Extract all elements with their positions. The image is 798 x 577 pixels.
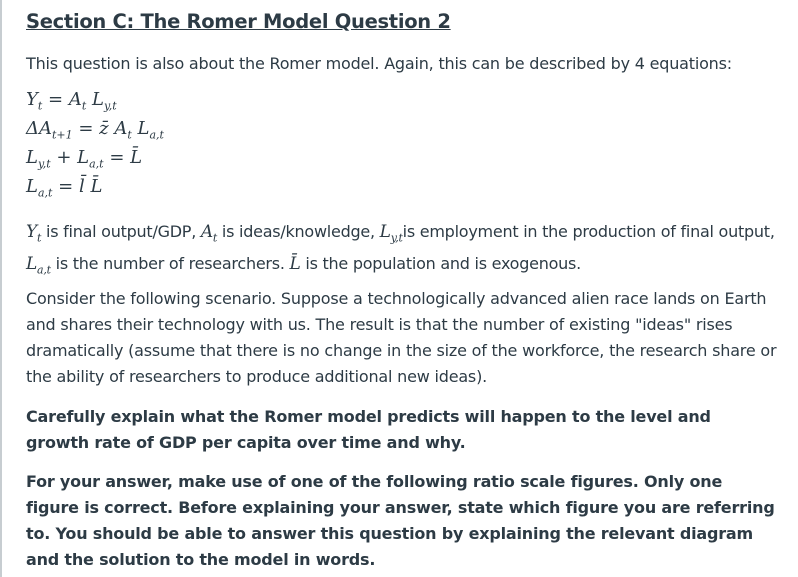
task-text: Carefully explain what the Romer model predicts will happen to the level and growth rate of GDP per capita over time and why.	[26, 407, 711, 452]
scenario-text: Consider the following scenario. Suppose a technologically advanced alien race lands on Earth and shares their technology with us. The result is that the number of existing "ideas" rises dramatically (assume that there is no change in the size of the workforce, the research share or the ability of researchers to produce additional new ideas).	[26, 289, 777, 386]
instructions-text: For your answer, make use of one of the following ratio scale figures. Only one figure is correct. Before explaining your answer, state which figure you are referring to. You should be able to answer this question by explaining the relevant diagram and the solution to the model in words.	[26, 472, 775, 569]
section-title: Section C: The Romer Model Question 2	[26, 10, 451, 33]
variable-definitions: $Y_t$ is final output/GDP, $A_t$ is ideas/knowledge, $L_{y,t}is$ employment in the production of final output, $L_{a,t}$ is the number of researchers. L̄ is the population and is exogenous.	[26, 222, 775, 277]
equation-research-share: $L_{a,t}$ = l̄ L̄	[26, 176, 103, 200]
equation-ideas: $\Delta A_{t+1}$ = z̄ $A_t$ $L_{a,t}$	[26, 118, 164, 142]
intro-text: This question is also about the Romer model. Again, this can be described by 4 equations:	[26, 54, 732, 73]
equation-labor: $L_{y,t} + L_{a,t}$ = L̄	[26, 147, 143, 171]
equation-output: $Y_t = A_t$ $L_{y,t}$	[26, 89, 117, 113]
